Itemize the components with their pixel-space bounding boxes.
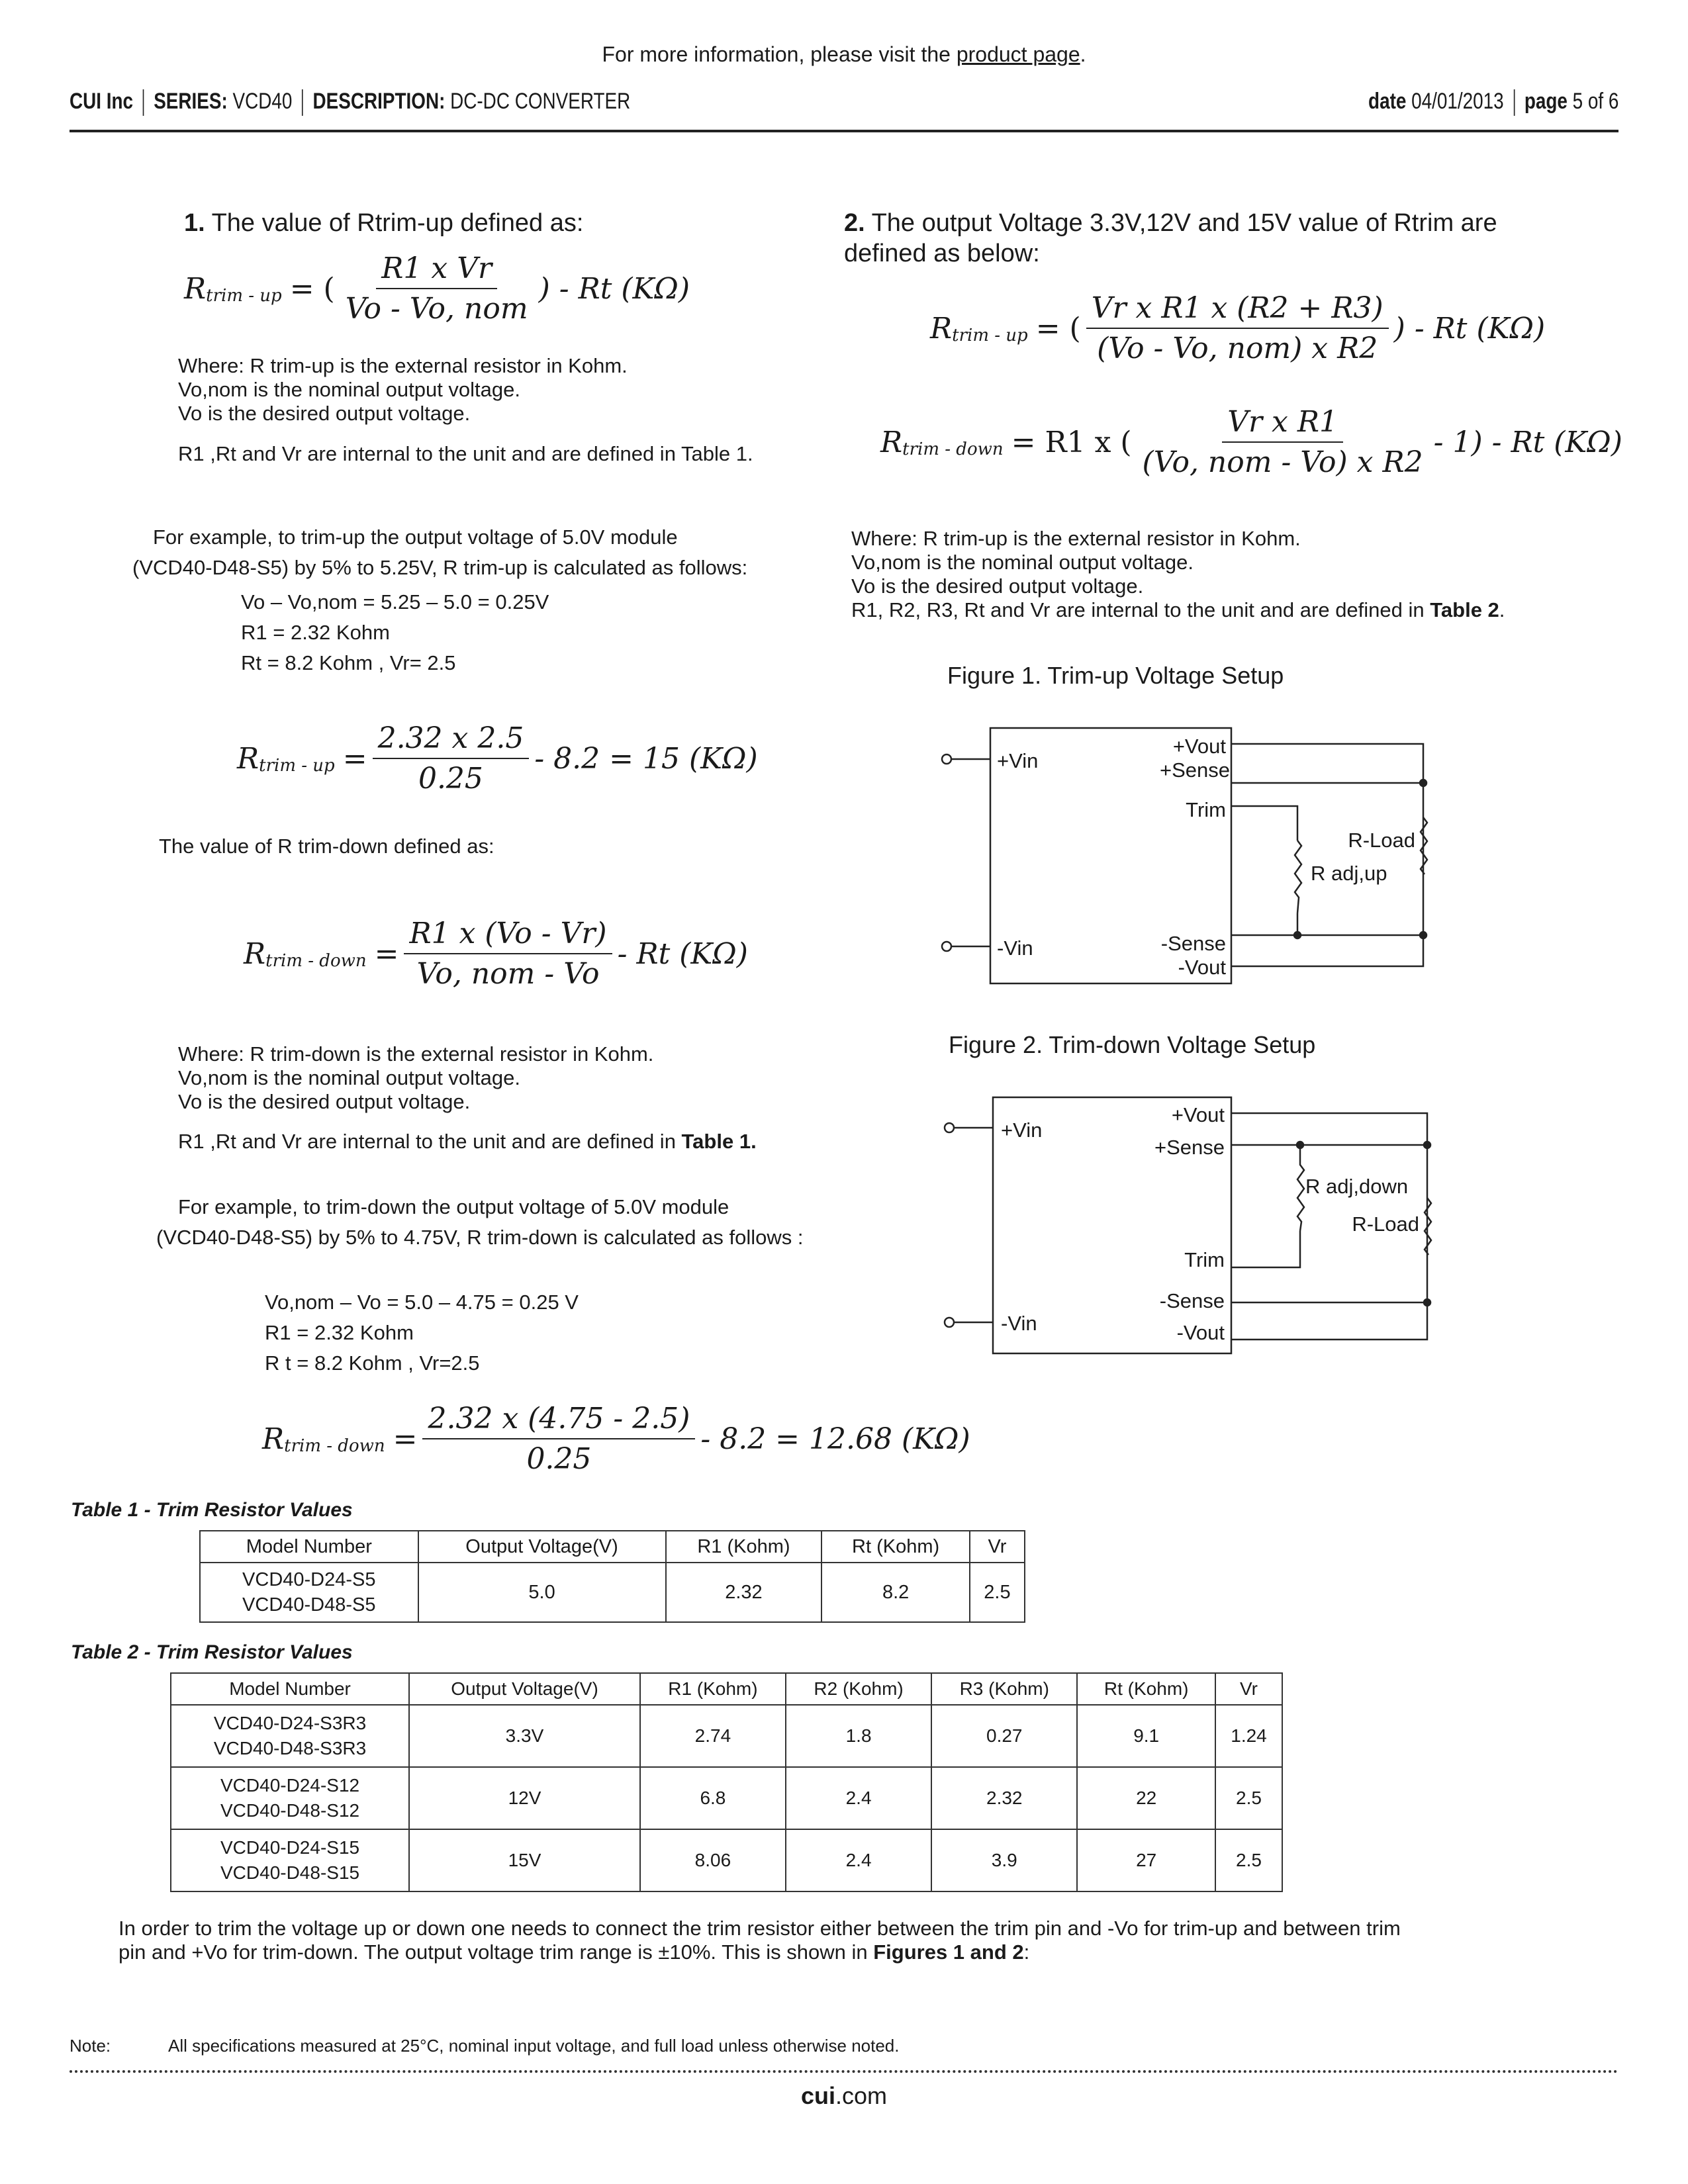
paragraph-line — [118, 1940, 1401, 1964]
site-bold: cui — [800, 2082, 835, 2109]
date-value: 04/01/2013 — [1411, 89, 1504, 114]
table-cell: 0.27 — [931, 1705, 1077, 1767]
example-down-line: For example, to trim-down the output voltage of 5.0V module — [178, 1195, 729, 1218]
label-trim: Trim — [1184, 1248, 1225, 1271]
radj-resistor — [1295, 841, 1301, 913]
where-line: Vo,nom is the nominal output voltage. — [178, 378, 520, 401]
table-cell: 1.24 — [1215, 1705, 1282, 1767]
label-vout-neg: -Vout — [1176, 1321, 1225, 1344]
table-cell: 15V — [409, 1829, 640, 1891]
formula-operator: = — [374, 936, 399, 971]
figure-ref: Figures 1 and 2 — [873, 1940, 1024, 1964]
column-header: R2 (Kohm) — [786, 1673, 931, 1705]
table-cell: 2.5 — [1215, 1767, 1282, 1829]
table-cell: 2.32 — [666, 1563, 822, 1622]
paragraph-line: In order to trim the voltage up or down one needs to connect the trim resistor either between the trim pin and -Vo for trim-up and between trim — [118, 1917, 1401, 1940]
label-sense-pos: +Sense — [1159, 758, 1230, 782]
formula-r: R — [184, 271, 207, 306]
formula-rtrim-up — [184, 251, 690, 326]
label-radj: R adj,down — [1305, 1175, 1409, 1198]
rload-resistor — [1425, 1198, 1431, 1255]
formula-lhs — [930, 312, 1028, 345]
formula-denominator: 0.25 — [526, 1442, 592, 1476]
table-cell: 22 — [1077, 1767, 1215, 1829]
table-cell: 2.4 — [786, 1767, 931, 1829]
table-cell: 8.2 — [821, 1563, 970, 1622]
calc-line: R1 = 2.32 Kohm — [265, 1321, 414, 1344]
formula-denominator: 0.25 — [418, 762, 483, 796]
example-down-line: (VCD40-D48-S5) by 5% to 4.75V, R trim-down is calculated as follows : — [156, 1226, 804, 1249]
table-cell: 3.3V — [409, 1705, 640, 1767]
where-block-right — [851, 527, 1505, 622]
where-line: Vo,nom is the nominal output voltage. — [178, 1066, 520, 1089]
formula-numerator: R1 x (Vo - Vr) — [404, 917, 612, 954]
formula-r: R — [262, 1422, 285, 1456]
note-text: All specifications measured at 25°C, nominal input voltage, and full load unless otherwise noted. — [168, 2036, 900, 2056]
formula-fraction — [340, 251, 534, 326]
footer-rule — [70, 2070, 1618, 2073]
label-sense-pos: +Sense — [1154, 1136, 1225, 1159]
header-rule — [70, 130, 1618, 132]
where-line: Vo is the desired output voltage. — [178, 402, 471, 425]
formula-fraction — [404, 917, 612, 991]
section-2-heading — [844, 208, 1497, 269]
trim-connection-paragraph — [118, 1917, 1401, 1964]
section-heading-text: The value of Rtrim-up defined as: — [205, 209, 584, 237]
column-header: Output Voltage(V) — [409, 1673, 640, 1705]
column-header: R3 (Kohm) — [931, 1673, 1077, 1705]
formula-fraction — [422, 1402, 695, 1476]
formula-example-down — [262, 1402, 970, 1476]
note-text: R1, R2, R3, Rt and Vr are internal to the unit and are defined in — [851, 598, 1430, 621]
figure-2-trim-down-diagram — [927, 1085, 1456, 1377]
formula-numerator: R1 x Vr — [376, 251, 497, 289]
calc-line: R t = 8.2 Kohm , Vr=2.5 — [265, 1351, 480, 1375]
column-header: Rt (Kohm) — [1077, 1673, 1215, 1705]
table-header-row — [200, 1531, 1025, 1563]
table-cell: 12V — [409, 1767, 640, 1829]
formula-subscript: trim - up — [206, 285, 282, 306]
table-row — [200, 1563, 1025, 1622]
table-cell: 27 — [1077, 1829, 1215, 1891]
formula-subscript: trim - up — [952, 325, 1028, 345]
table-2-caption: Table 2 - Trim Resistor Values — [71, 1641, 353, 1663]
formula-numerator: 2.32 x (4.75 - 2.5) — [422, 1402, 695, 1439]
table-cell: 5.0 — [418, 1563, 666, 1622]
formula-numerator: Vr x R1 — [1222, 405, 1343, 443]
table-cell: 2.5 — [970, 1563, 1025, 1622]
where-line: Where: R trim-up is the external resistor in Kohm. — [851, 527, 1301, 550]
label-sense-neg: -Sense — [1160, 932, 1226, 955]
calc-line: R1 = 2.32 Kohm — [241, 621, 390, 644]
column-header: R1 (Kohm) — [666, 1531, 822, 1563]
date-label: date — [1368, 89, 1406, 114]
table-1-trim-resistor-values — [199, 1530, 1025, 1623]
info-text: For more information, please visit the — [602, 42, 957, 66]
formula-subscript: trim - down — [902, 439, 1004, 459]
footer-website — [0, 2082, 1688, 2110]
table-cell: 1.8 — [786, 1705, 931, 1767]
formula-rtrim-down — [244, 917, 748, 991]
label-sense-neg: -Sense — [1159, 1289, 1225, 1312]
column-header: Model Number — [171, 1673, 409, 1705]
label-vout-neg: -Vout — [1178, 956, 1226, 979]
divider — [1513, 89, 1515, 116]
formula-example-up — [237, 721, 758, 796]
table-cell: 2.4 — [786, 1829, 931, 1891]
formula-tail: - Rt (KΩ) — [617, 936, 748, 971]
column-header: Vr — [970, 1531, 1025, 1563]
formula-tail: ) - Rt (KΩ) — [538, 271, 690, 306]
trim-down-heading: The value of R trim-down defined as: — [159, 835, 494, 858]
table-cell: 8.06 — [640, 1829, 786, 1891]
formula-subscript: trim - down — [284, 1435, 385, 1456]
example-up-line: For example, to trim-up the output voltage of 5.0V module — [153, 525, 678, 549]
formula-tail: - 8.2 = 15 (KΩ) — [534, 741, 758, 776]
vin-pos-terminal — [942, 754, 951, 764]
label-trim: Trim — [1186, 798, 1226, 821]
table-1-caption: Table 1 - Trim Resistor Values — [71, 1499, 353, 1521]
formula-rtrim-up-table2 — [930, 291, 1545, 365]
paragraph-text: pin and +Vo for trim-down. The output voltage trim range is ±10%. This is shown in — [118, 1940, 874, 1964]
label-rload: R-Load — [1352, 1212, 1419, 1236]
formula-tail: - 8.2 = 12.68 (KΩ) — [700, 1422, 970, 1456]
column-header: Vr — [1215, 1673, 1282, 1705]
column-header: Model Number — [200, 1531, 418, 1563]
formula-lhs — [262, 1422, 385, 1456]
where-line: Where: R trim-down is the external resistor in Kohm. — [178, 1042, 654, 1066]
divider — [143, 89, 144, 116]
table-cell: VCD40-D24-S12 VCD40-D48-S12 — [171, 1767, 409, 1829]
divider — [302, 89, 303, 116]
label-rload: R-Load — [1348, 829, 1415, 852]
label-vin-pos: +Vin — [1001, 1118, 1043, 1142]
table-cell: 2.74 — [640, 1705, 786, 1767]
paragraph-end: : — [1023, 1940, 1030, 1964]
document-header-left — [70, 89, 630, 116]
table-2-trim-resistor-values — [170, 1672, 1283, 1892]
column-header: Output Voltage(V) — [418, 1531, 666, 1563]
calc-down-block — [265, 1287, 579, 1379]
table-ref: Table 2 — [1430, 598, 1499, 621]
description-label: DESCRIPTION: — [312, 89, 445, 114]
formula-denominator: (Vo, nom - Vo) x R2 — [1142, 445, 1423, 479]
formula-lhs — [237, 742, 335, 776]
where-line: Vo is the desired output voltage. — [851, 574, 1144, 598]
formula-r: R — [237, 741, 259, 776]
table-ref: Table 1. — [681, 1130, 757, 1153]
table-cell: VCD40-D24-S15 VCD40-D48-S15 — [171, 1829, 409, 1891]
calc-line: Vo – Vo,nom = 5.25 – 5.0 = 0.25V — [241, 590, 549, 614]
formula-r: R — [880, 425, 903, 459]
formula-tail: ) - Rt (KΩ) — [1393, 311, 1546, 345]
formula-operator: = ( — [289, 271, 335, 306]
formula-denominator: Vo, nom - Vo — [416, 957, 600, 991]
formula-denominator: Vo - Vo, nom — [345, 292, 528, 326]
section-number: 1. — [184, 209, 205, 237]
table-cell: 6.8 — [640, 1767, 786, 1829]
column-header: R1 (Kohm) — [640, 1673, 786, 1705]
vin-neg-terminal — [942, 942, 951, 951]
company-name: CUI Inc — [70, 89, 134, 114]
where-block-1 — [178, 354, 628, 426]
formula-r: R — [930, 311, 953, 345]
table-row — [171, 1829, 1282, 1891]
formula-subscript: trim - up — [259, 755, 335, 776]
where-block-2 — [178, 1042, 653, 1114]
formula-tail: - 1) - Rt (KΩ) — [1433, 425, 1622, 459]
calc-up-block — [241, 587, 549, 678]
internal-params-note-2 — [178, 1130, 757, 1154]
calc-line: Vo,nom – Vo = 5.0 – 4.75 = 0.25 V — [265, 1291, 579, 1314]
formula-lhs — [184, 272, 282, 306]
internal-params-note: R1 ,Rt and Vr are internal to the unit and are defined in Table 1. — [178, 442, 753, 465]
table-cell: 2.32 — [931, 1767, 1077, 1829]
page-value: 5 of 6 — [1572, 89, 1618, 114]
figure-1-trim-up-diagram — [927, 715, 1456, 1006]
page-label: page — [1524, 89, 1568, 114]
formula-fraction — [1086, 291, 1389, 365]
formula-operator: = ( — [1035, 311, 1081, 345]
formula-lhs — [880, 426, 1004, 459]
formula-numerator: Vr x R1 x (R2 + R3) — [1086, 291, 1389, 329]
rload-resistor — [1421, 817, 1427, 874]
example-up-line: (VCD40-D48-S5) by 5% to 5.25V, R trim-up is calculated as follows: — [132, 556, 748, 579]
calc-line: Rt = 8.2 Kohm , Vr= 2.5 — [241, 651, 456, 674]
section-1-heading — [184, 208, 583, 238]
note-label: Note: — [70, 2036, 111, 2056]
section-heading-text: The output Voltage 3.3V,12V and 15V value of Rtrim are — [865, 209, 1497, 237]
label-vout-pos: +Vout — [1171, 1103, 1225, 1126]
formula-lhs — [244, 937, 367, 971]
formula-r: R — [244, 936, 266, 971]
where-line: Where: R trim-up is the external resistor in Kohm. — [178, 354, 628, 377]
document-header-right — [1368, 89, 1618, 116]
section-heading-text: defined as below: — [844, 240, 1040, 267]
formula-denominator: (Vo - Vo, nom) x R2 — [1097, 332, 1378, 365]
product-info-line — [0, 42, 1688, 67]
formula-numerator: 2.32 x 2.5 — [373, 721, 530, 759]
series-value: VCD40 — [232, 89, 293, 114]
table-cell: VCD40-D24-S3R3 VCD40-D48-S3R3 — [171, 1705, 409, 1767]
figure-1-title: Figure 1. Trim-up Voltage Setup — [947, 662, 1284, 689]
column-header: Rt (Kohm) — [821, 1531, 970, 1563]
formula-operator: = R1 x ( — [1011, 425, 1132, 459]
description-value: DC-DC CONVERTER — [450, 89, 631, 114]
radj-resistor — [1297, 1145, 1304, 1231]
where-line: Vo is the desired output voltage. — [178, 1090, 471, 1113]
table-row — [171, 1705, 1282, 1767]
formula-rtrim-down-table2 — [880, 405, 1622, 479]
formula-fraction — [373, 721, 530, 796]
note-text: R1 ,Rt and Vr are internal to the unit and are defined in — [178, 1130, 682, 1153]
formula-fraction — [1137, 405, 1429, 479]
product-page-link[interactable]: product page — [956, 42, 1080, 66]
internal-params-note — [851, 598, 1505, 622]
label-vin-neg: -Vin — [1001, 1312, 1037, 1335]
table-cell: 2.5 — [1215, 1829, 1282, 1891]
table-cell: 3.9 — [931, 1829, 1077, 1891]
where-line: Vo,nom is the nominal output voltage. — [851, 551, 1194, 574]
table-header-row — [171, 1673, 1282, 1705]
label-vin-neg: -Vin — [997, 936, 1033, 960]
figure-2-title: Figure 2. Trim-down Voltage Setup — [949, 1031, 1316, 1058]
info-end: . — [1080, 42, 1086, 66]
table-cell: VCD40-D24-S5 VCD40-D48-S5 — [200, 1563, 418, 1622]
site-rest: .com — [835, 2082, 888, 2109]
table-cell: 9.1 — [1077, 1705, 1215, 1767]
note-end: . — [1499, 598, 1505, 621]
table-row — [171, 1767, 1282, 1829]
section-number: 2. — [844, 209, 865, 237]
label-vin-pos: +Vin — [997, 749, 1039, 772]
label-radj: R adj,up — [1311, 862, 1387, 885]
label-vout-pos: +Vout — [1172, 735, 1226, 758]
formula-subscript: trim - down — [265, 950, 367, 971]
formula-operator: = — [393, 1422, 418, 1456]
series-label: SERIES: — [154, 89, 228, 114]
formula-operator: = — [342, 741, 367, 776]
